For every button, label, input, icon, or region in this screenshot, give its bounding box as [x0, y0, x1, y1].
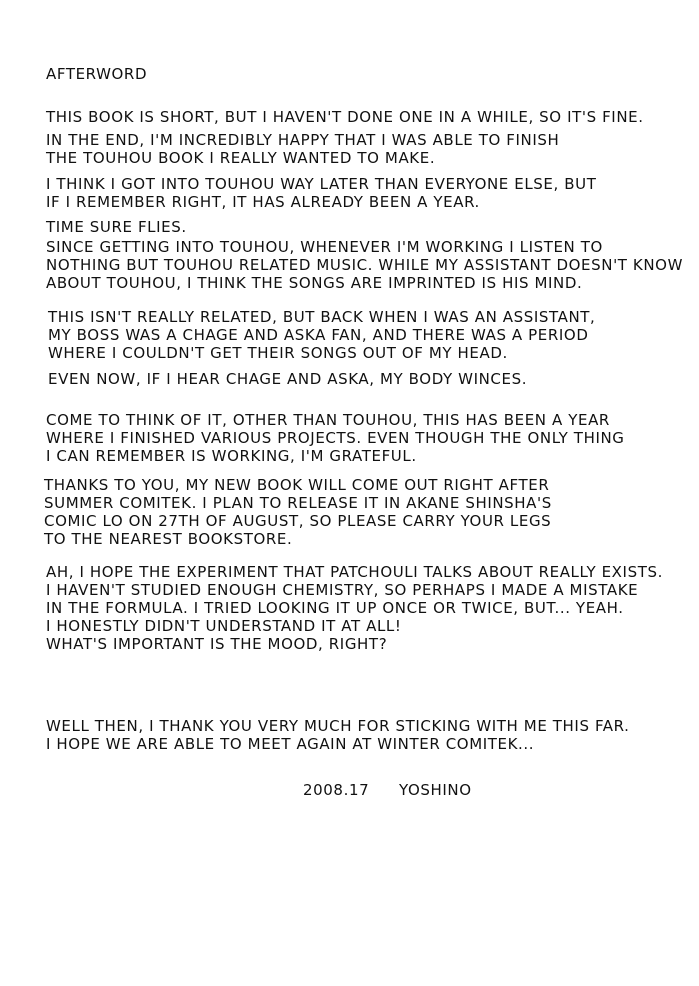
paragraph-line: THIS ISN'T REALLY RELATED, BUT BACK WHEN I WAS AN ASSISTANT, [48, 308, 596, 326]
paragraph-line: AH, I HOPE THE EXPERIMENT THAT PATCHOULI TALKS ABOUT REALLY EXISTS. [46, 563, 663, 581]
paragraph-line: COME TO THINK OF IT, OTHER THAN TOUHOU, THIS HAS BEEN A YEAR [46, 411, 610, 429]
paragraph-line: I HONESTLY DIDN'T UNDERSTAND IT AT ALL! [46, 617, 402, 635]
paragraph-line: IF I REMEMBER RIGHT, IT HAS ALREADY BEEN A YEAR. [46, 193, 480, 211]
paragraph-line: I CAN REMEMBER IS WORKING, I'M GRATEFUL. [46, 447, 417, 465]
paragraph-line: TIME SURE FLIES. [46, 218, 187, 236]
paragraph-line: ABOUT TOUHOU, I THINK THE SONGS ARE IMPRINTED IS HIS MIND. [46, 274, 583, 292]
paragraph-line: EVEN NOW, IF I HEAR CHAGE AND ASKA, MY BODY WINCES. [48, 370, 528, 388]
paragraph-line: SUMMER COMITEK. I PLAN TO RELEASE IT IN AKANE SHINSHA'S [44, 494, 552, 512]
paragraph-line: I THINK I GOT INTO TOUHOU WAY LATER THAN EVERYONE ELSE, BUT [46, 175, 597, 193]
paragraph-line: COMIC LO ON 27TH OF AUGUST, SO PLEASE CARRY YOUR LEGS [44, 512, 552, 530]
paragraph-line: TO THE NEAREST BOOKSTORE. [44, 530, 293, 548]
paragraph-line: WHERE I COULDN'T GET THEIR SONGS OUT OF MY HEAD. [48, 344, 508, 362]
paragraph-line: I HAVEN'T STUDIED ENOUGH CHEMISTRY, SO PERHAPS I MADE A MISTAKE [46, 581, 639, 599]
paragraph-line: MY BOSS WAS A CHAGE AND ASKA FAN, AND THERE WAS A PERIOD [48, 326, 589, 344]
signature-author: YOSHINO [399, 781, 472, 799]
paragraph-line: WHAT'S IMPORTANT IS THE MOOD, RIGHT? [46, 635, 388, 653]
paragraph-line: IN THE FORMULA. I TRIED LOOKING IT UP ONCE OR TWICE, BUT... YEAH. [46, 599, 624, 617]
paragraph-line: WHERE I FINISHED VARIOUS PROJECTS. EVEN THOUGH THE ONLY THING [46, 429, 625, 447]
paragraph-line: NOTHING BUT TOUHOU RELATED MUSIC. WHILE MY ASSISTANT DOESN'T KNOW [46, 256, 684, 274]
paragraph-line: WELL THEN, I THANK YOU VERY MUCH FOR STICKING WITH ME THIS FAR. [46, 717, 630, 735]
paragraph-line: THANKS TO YOU, MY NEW BOOK WILL COME OUT RIGHT AFTER [44, 476, 550, 494]
signature-date: 2008.17 [303, 781, 370, 799]
paragraph-line: IN THE END, I'M INCREDIBLY HAPPY THAT I WAS ABLE TO FINISH [46, 131, 560, 149]
paragraph-line: SINCE GETTING INTO TOUHOU, WHENEVER I'M WORKING I LISTEN TO [46, 238, 603, 256]
paragraph-line: THIS BOOK IS SHORT, BUT I HAVEN'T DONE ONE IN A WHILE, SO IT'S FINE. [46, 108, 644, 126]
paragraph-line: THE TOUHOU BOOK I REALLY WANTED TO MAKE. [46, 149, 436, 167]
paragraph-line: I HOPE WE ARE ABLE TO MEET AGAIN AT WINTER COMITEK... [46, 735, 535, 753]
page-title: AFTERWORD [46, 65, 148, 83]
